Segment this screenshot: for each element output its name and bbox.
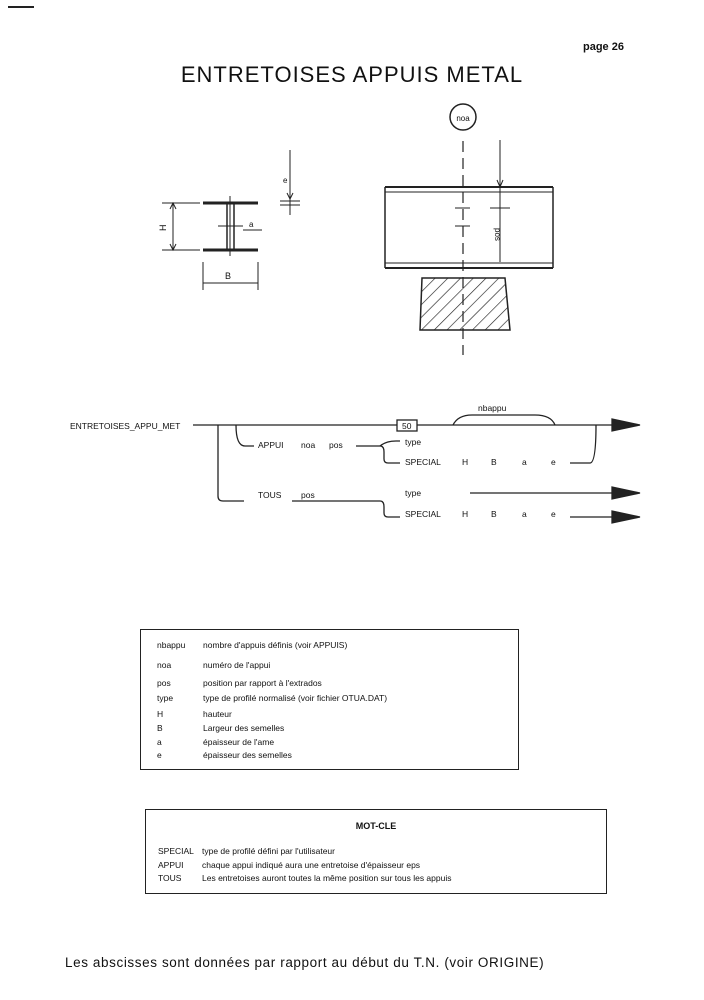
dim-2-e: e bbox=[551, 509, 556, 519]
branch1-word: APPUI bbox=[258, 440, 284, 450]
type-word-1: type bbox=[405, 437, 422, 447]
dim-1-B: B bbox=[491, 457, 497, 467]
branch1-arg1: noa bbox=[301, 440, 316, 450]
dim-1-H: H bbox=[462, 457, 469, 467]
special-word-1: SPECIAL bbox=[405, 457, 441, 467]
label-pos: pos bbox=[493, 228, 502, 241]
keyword-box-title: MOT-CLE bbox=[355, 821, 397, 831]
repeat-var: nbappu bbox=[478, 403, 507, 413]
label-H: H bbox=[158, 224, 168, 231]
repeat-count: 50 bbox=[402, 421, 412, 431]
footer-note: Les abscisses sont données par rapport au début du T.N. (voir ORIGINE) bbox=[65, 955, 545, 970]
dim-1-a: a bbox=[522, 457, 527, 467]
legend-box: nbappu nombre d'appuis définis (voir APPUIS) noa numéro de l'appui pos position par rapport à l'extrados type type de profilé normalisé (voir fichier OTUA.DAT) H hauteur B Largeur des semelles a épaisseur de l'ame e épaisseur des semelles bbox=[140, 629, 519, 770]
label-B: B bbox=[225, 271, 232, 281]
beam-elevation bbox=[385, 104, 553, 355]
special-word-2: SPECIAL bbox=[405, 509, 441, 519]
dim-1-e: e bbox=[551, 457, 556, 467]
branch1-arg2: pos bbox=[329, 440, 343, 450]
dim-2-a: a bbox=[522, 509, 527, 519]
label-e: e bbox=[283, 176, 288, 185]
page-title: ENTRETOISES APPUIS METAL bbox=[180, 62, 524, 87]
label-noa: noa bbox=[456, 114, 470, 123]
syntax-keyword: ENTRETOISES_APPU_MET bbox=[70, 421, 181, 431]
page-number: page 26 bbox=[583, 41, 624, 53]
i-profile-section bbox=[162, 150, 300, 290]
label-a: a bbox=[249, 220, 254, 229]
syntax-diagram bbox=[0, 380, 704, 540]
branch2-arg1: pos bbox=[301, 490, 315, 500]
dim-2-H: H bbox=[462, 509, 469, 519]
dim-2-B: B bbox=[491, 509, 497, 519]
type-word-2: type bbox=[405, 488, 422, 498]
branch2-word: TOUS bbox=[258, 490, 282, 500]
keyword-box: MOT-CLE SPECIAL type de profilé défini par l'utilisateur APPUI chaque appui indiqué aura une entretoise d'épaisseur eps TOUS Les entretoises auront toutes la même position sur tous les appuis bbox=[145, 809, 607, 894]
beam-figure bbox=[0, 0, 704, 380]
